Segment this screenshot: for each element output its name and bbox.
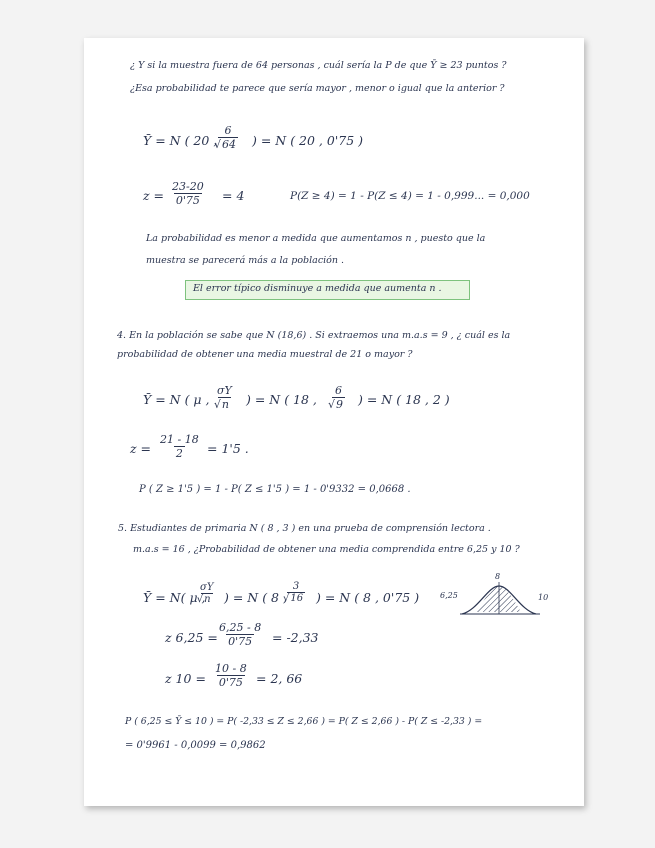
q4-dist-fraction-1 [215,384,234,411]
q4-dist-num-2: 6 [335,384,342,397]
q3-dist-den: √ 64 [220,137,236,151]
q5-dist-fraction-2 [287,581,305,604]
q3-z-fraction [170,180,206,207]
q3-z-lhs: z = [143,188,165,203]
q5-z2-rhs: = 2, 66 [256,671,303,686]
q5-z2-num: 10 - 8 [215,662,247,675]
q5-dist-den-2: √ 16 [289,592,303,604]
q3-dist-rhs: ) = N ( 20 , 0'75 ) [252,133,364,148]
q5-z1-num: 6,25 - 8 [219,621,262,634]
q5-probability-result: = 0'9961 - 0,0099 = 0,9862 [125,740,266,751]
q5-dist-num: σY [200,582,214,593]
q3-z-num: 23-20 [172,180,204,193]
q4-dist-den-2: √ 9 [334,397,343,411]
q4-dist-fraction-2 [332,384,345,411]
q5-dist-rhs: ) = N ( 8 , 0'75 ) [316,590,420,605]
q3-conclusion-line-1: La probabilidad es menor a medida que aumentamos n , puesto que la [146,233,486,244]
q4-probability-equation: P ( Z ≥ 1'5 ) = 1 - P( Z ≤ 1'5 ) = 1 - 0'9332 = 0,0668 . [139,484,411,495]
q4-question-line-1: 4. En la población se sabe que N (18,6) . Si extraemos una m.a.s = 9 , ¿ cuál es la [117,330,511,341]
q3-dist-lhs: Ȳ = N ( 20 , [143,133,218,148]
curve-label-left: 6,25 [440,591,458,600]
q5-dist-lhs: Ȳ = N( μ , [143,590,206,605]
q5-dist-num-2: 3 [292,581,300,592]
q3-highlight-text: El error típico disminuye a medida que aumenta n . [193,283,442,294]
normal-curve-sketch [440,570,560,630]
q4-z-den: 2 [175,447,183,460]
q5-dist-den: √ n [203,593,211,605]
handwritten-page [84,38,584,806]
q5-dist-fraction-1 [198,582,215,605]
q3-question-line-1: ¿ Y si la muestra fuera de 64 personas , cuál sería la P de que Ȳ ≥ 23 puntos ? [130,60,507,71]
curve-label-right: 10 [538,593,549,602]
q4-z-num: 21 - 18 [160,433,199,446]
q5-z1-rhs: = -2,33 [272,630,319,645]
q4-dist-den: √ n [220,397,229,411]
q4-dist-rhs: ) = N ( 18 , 2 ) [358,392,450,407]
curve-label-top: 8 [495,572,501,581]
q3-dist-fraction [218,124,238,151]
q4-z-rhs: = 1'5 . [207,441,249,456]
q3-dist-num: 6 [224,124,232,137]
q3-probability-equation: P(Z ≥ 4) = 1 - P(Z ≤ 4) = 1 - 0,999... = 0,000 [290,190,530,202]
q5-question-line-2: m.a.s = 16 , ¿Probabilidad de obtener una media comprendida entre 6,25 y 10 ? [133,544,520,555]
q3-question-line-2: ¿Esa probabilidad te parece que sería mayor , menor o igual que la anterior ? [130,83,505,94]
q5-dist-mid: ) = N ( 8 , [224,590,287,605]
q5-z2-den: 0'75 [218,676,243,689]
q4-dist-num: σY [217,384,232,397]
q4-dist-lhs: Ȳ = N ( μ , [143,392,210,407]
q4-question-line-2: probabilidad de obtener una media muestral de 21 o mayor ? [117,349,413,360]
q5-z1-fraction [217,621,263,648]
q5-z2-fraction [213,662,249,689]
q5-z1-lhs: z 6,25 = [165,630,218,645]
q5-z2-lhs: z 10 = [165,671,206,686]
q4-z-fraction [158,433,201,460]
q5-z1-den: 0'75 [228,635,253,648]
q3-conclusion-line-2: muestra se parecerá más a la población . [146,255,345,266]
q3-z-rhs: = 4 [222,188,245,203]
q5-probability-equation: P ( 6,25 ≤ Ȳ ≤ 10 ) = P( -2,33 ≤ Z ≤ 2,66 ) = P( Z ≤ 2,66 ) - P( Z ≤ -2,33 ) = [125,716,483,727]
q4-z-lhs: z = [130,441,152,456]
q5-question-line-1: 5. Estudiantes de primaria N ( 8 , 3 ) en una prueba de comprensión lectora . [118,523,491,534]
q3-z-den: 0'75 [175,194,200,207]
q4-dist-mid: ) = N ( 18 , [246,392,317,407]
